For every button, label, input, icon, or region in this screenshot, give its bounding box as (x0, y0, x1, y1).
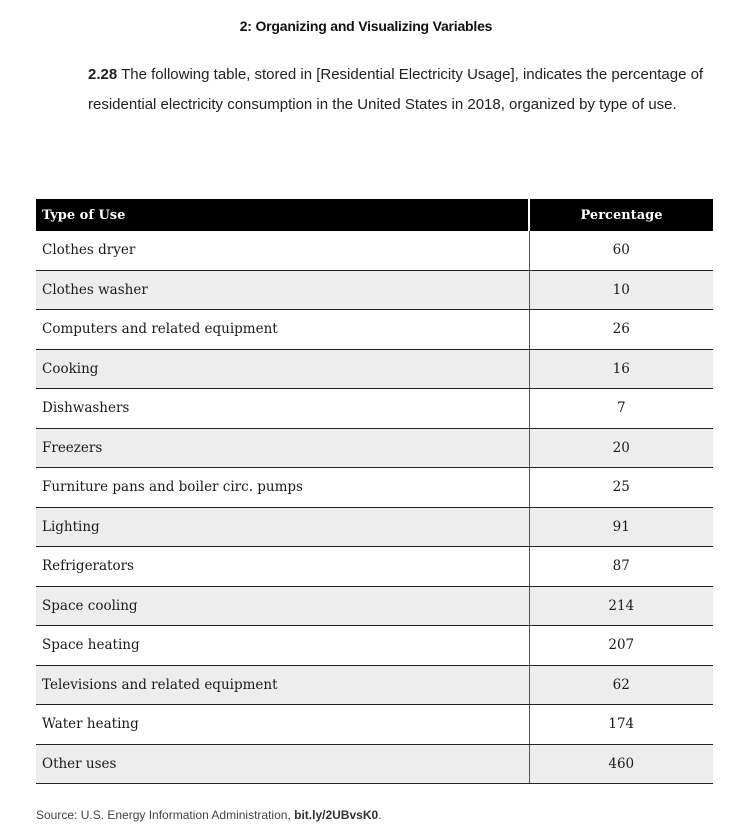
percentage-cell: 460 (529, 744, 713, 784)
percentage-cell: 91 (529, 507, 713, 547)
source-note (36, 808, 382, 822)
column-header-percentage: Percentage (529, 199, 713, 231)
table-row (36, 665, 713, 705)
type-of-use-cell: Other uses (36, 744, 529, 784)
type-of-use-cell: Space cooling (36, 586, 529, 626)
table-row (36, 428, 713, 468)
percentage-cell: 214 (529, 586, 713, 626)
table-row (36, 310, 713, 350)
table-row (36, 231, 713, 270)
type-of-use-cell: Freezers (36, 428, 529, 468)
type-of-use-cell: Clothes washer (36, 270, 529, 310)
type-of-use-cell: Cooking (36, 349, 529, 389)
page-title: 2: Organizing and Visualizing Variables (239, 18, 493, 34)
table-row (36, 389, 713, 429)
electricity-usage-table (36, 199, 713, 784)
table-row (36, 270, 713, 310)
percentage-cell: 207 (529, 626, 713, 666)
type-of-use-cell: Clothes dryer (36, 231, 529, 270)
type-of-use-cell: Lighting (36, 507, 529, 547)
type-of-use-cell: Water heating (36, 705, 529, 745)
table-row (36, 349, 713, 389)
source-link[interactable]: bit.ly/2UBvsK0 (294, 808, 379, 822)
column-header-type: Type of Use (36, 199, 529, 231)
problem-statement (88, 60, 708, 120)
table-row (36, 744, 713, 784)
percentage-cell: 87 (529, 547, 713, 587)
type-of-use-cell: Refrigerators (36, 547, 529, 587)
type-of-use-cell: Dishwashers (36, 389, 529, 429)
percentage-cell: 26 (529, 310, 713, 350)
type-of-use-cell: Computers and related equipment (36, 310, 529, 350)
source-end: . (378, 808, 382, 822)
percentage-cell: 7 (529, 389, 713, 429)
percentage-cell: 10 (529, 270, 713, 310)
table-row (36, 547, 713, 587)
table-row (36, 468, 713, 508)
table-row (36, 586, 713, 626)
table-row (36, 507, 713, 547)
type-of-use-cell: Televisions and related equipment (36, 665, 529, 705)
type-of-use-cell: Furniture pans and boiler circ. pumps (36, 468, 529, 508)
percentage-cell: 20 (529, 428, 713, 468)
table-row (36, 705, 713, 745)
percentage-cell: 60 (529, 231, 713, 270)
percentage-cell: 16 (529, 349, 713, 389)
table-row (36, 626, 713, 666)
problem-number: 2.28 (88, 66, 118, 83)
type-of-use-cell: Space heating (36, 626, 529, 666)
source-label: Source: U.S. Energy Information Administration, (36, 808, 295, 822)
table-header-row (36, 199, 713, 231)
percentage-cell: 25 (529, 468, 713, 508)
problem-text: The following table, stored in [Residential Electricity Usage], indicates the percentage of residential electricity consumption in the United States in 2018, organized by type of use. (88, 66, 704, 113)
percentage-cell: 174 (529, 705, 713, 745)
table-body (36, 231, 713, 784)
percentage-cell: 62 (529, 665, 713, 705)
